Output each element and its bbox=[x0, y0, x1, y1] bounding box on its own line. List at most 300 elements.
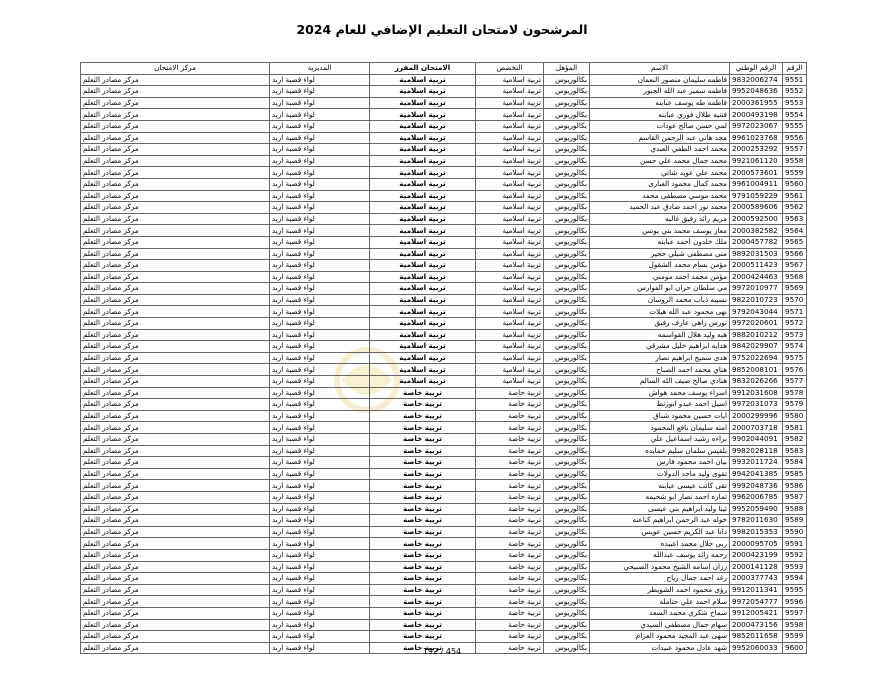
cell-directorate: لواء قصبة اربد bbox=[270, 491, 370, 503]
cell-specialty: تربية اسلامية bbox=[476, 190, 544, 202]
cell-name: محمد احمد الطفي العبدي bbox=[590, 144, 730, 156]
cell-seq: 9575 bbox=[783, 352, 807, 364]
table-row bbox=[81, 236, 807, 248]
cell-exam: تربية اسلامية bbox=[370, 190, 476, 202]
cell-specialty: تربية خاصة bbox=[476, 457, 544, 469]
cell-specialty: تربية اسلامية bbox=[476, 260, 544, 272]
candidates-table bbox=[80, 62, 807, 654]
cell-qualification: بكالوريوس bbox=[544, 503, 590, 515]
cell-exam: تربية اسلامية bbox=[370, 260, 476, 272]
cell-national-id: 2000377743 bbox=[730, 573, 783, 585]
cell-name: بيان احمد محمود فارس bbox=[590, 457, 730, 469]
table-row bbox=[81, 434, 807, 446]
table-row bbox=[81, 422, 807, 434]
cell-specialty: تربية اسلامية bbox=[476, 236, 544, 248]
cell-national-id: 2000423199 bbox=[730, 549, 783, 561]
cell-specialty: تربية اسلامية bbox=[476, 213, 544, 225]
cell-center: مركز مصادر التعلم bbox=[81, 410, 270, 422]
cell-name: لمي حسن صالح عودات bbox=[590, 120, 730, 132]
cell-national-id: 9882010212 bbox=[730, 329, 783, 341]
cell-qualification: بكالوريوس bbox=[544, 468, 590, 480]
cell-directorate: لواء قصبة اربد bbox=[270, 306, 370, 318]
cell-name: رزان اسامه الشيخ محمود الصبيحي bbox=[590, 561, 730, 573]
cell-qualification: بكالوريوس bbox=[544, 271, 590, 283]
cell-exam: تربية اسلامية bbox=[370, 155, 476, 167]
cell-qualification: بكالوريوس bbox=[544, 213, 590, 225]
cell-seq: 9565 bbox=[783, 236, 807, 248]
cell-name: معاز يوسف محمد بني يونس bbox=[590, 225, 730, 237]
cell-exam: تربية خاصة bbox=[370, 445, 476, 457]
cell-exam: تربية اسلامية bbox=[370, 271, 476, 283]
cell-specialty: تربية اسلامية bbox=[476, 248, 544, 260]
cell-exam: تربية اسلامية bbox=[370, 86, 476, 98]
cell-exam: تربية خاصة bbox=[370, 457, 476, 469]
table-row bbox=[81, 202, 807, 214]
cell-seq: 9570 bbox=[783, 294, 807, 306]
table-row bbox=[81, 306, 807, 318]
cell-exam: تربية اسلامية bbox=[370, 202, 476, 214]
cell-specialty: تربية اسلامية bbox=[476, 120, 544, 132]
table-row bbox=[81, 132, 807, 144]
cell-seq: 9560 bbox=[783, 178, 807, 190]
cell-directorate: لواء قصبة اربد bbox=[270, 399, 370, 411]
cell-seq: 9577 bbox=[783, 376, 807, 388]
cell-name: فاطمه سليمان منصور النعمان bbox=[590, 74, 730, 86]
cell-name: نسيبه ذياب محمد الروسان bbox=[590, 294, 730, 306]
cell-national-id: 9932011724 bbox=[730, 457, 783, 469]
cell-center: مركز مصادر التعلم bbox=[81, 213, 270, 225]
cell-name: سلام احمد علي حتامله bbox=[590, 596, 730, 608]
cell-national-id: 9942041385 bbox=[730, 468, 783, 480]
page-number: 192 / 454 bbox=[422, 647, 462, 656]
table-row bbox=[81, 120, 807, 132]
header-exam: الامتحان المقرر bbox=[370, 63, 476, 75]
cell-qualification: بكالوريوس bbox=[544, 480, 590, 492]
cell-qualification: بكالوريوس bbox=[544, 561, 590, 573]
cell-national-id: 9961023768 bbox=[730, 132, 783, 144]
cell-qualification: بكالوريوس bbox=[544, 584, 590, 596]
cell-seq: 9572 bbox=[783, 318, 807, 330]
cell-seq: 9568 bbox=[783, 271, 807, 283]
cell-directorate: لواء قصبة اربد bbox=[270, 457, 370, 469]
cell-qualification: بكالوريوس bbox=[544, 457, 590, 469]
cell-directorate: لواء قصبة اربد bbox=[270, 318, 370, 330]
cell-center: مركز مصادر التعلم bbox=[81, 445, 270, 457]
cell-specialty: تربية اسلامية bbox=[476, 178, 544, 190]
cell-national-id: 9992048736 bbox=[730, 480, 783, 492]
cell-name: هدايه ابراهيم خليل مشرقي bbox=[590, 341, 730, 353]
cell-exam: تربية خاصة bbox=[370, 642, 476, 654]
cell-qualification: بكالوريوس bbox=[544, 318, 590, 330]
cell-specialty: تربية خاصة bbox=[476, 573, 544, 585]
cell-qualification: بكالوريوس bbox=[544, 132, 590, 144]
cell-qualification: بكالوريوس bbox=[544, 190, 590, 202]
table-row bbox=[81, 155, 807, 167]
cell-specialty: تربية اسلامية bbox=[476, 271, 544, 283]
cell-national-id: 9912031608 bbox=[730, 387, 783, 399]
cell-seq: 9585 bbox=[783, 468, 807, 480]
cell-national-id: 9752022694 bbox=[730, 352, 783, 364]
cell-specialty: تربية خاصة bbox=[476, 607, 544, 619]
cell-name: فاطمه طه يوسف عبابنه bbox=[590, 97, 730, 109]
cell-qualification: بكالوريوس bbox=[544, 97, 590, 109]
cell-specialty: تربية خاصة bbox=[476, 387, 544, 399]
cell-exam: تربية اسلامية bbox=[370, 213, 476, 225]
cell-center: مركز مصادر التعلم bbox=[81, 457, 270, 469]
cell-name: ايات حسين محمود شناق bbox=[590, 410, 730, 422]
cell-directorate: لواء قصبة اربد bbox=[270, 132, 370, 144]
cell-directorate: لواء قصبة اربد bbox=[270, 190, 370, 202]
cell-seq: 9584 bbox=[783, 457, 807, 469]
cell-exam: تربية اسلامية bbox=[370, 132, 476, 144]
cell-specialty: تربية خاصة bbox=[476, 515, 544, 527]
cell-specialty: تربية اسلامية bbox=[476, 376, 544, 388]
cell-center: مركز مصادر التعلم bbox=[81, 596, 270, 608]
cell-seq: 9566 bbox=[783, 248, 807, 260]
cell-center: مركز مصادر التعلم bbox=[81, 306, 270, 318]
header-qualification: المؤهل bbox=[544, 63, 590, 75]
cell-qualification: بكالوريوس bbox=[544, 236, 590, 248]
cell-seq: 9581 bbox=[783, 422, 807, 434]
cell-directorate: لواء قصبة اربد bbox=[270, 642, 370, 654]
table-row bbox=[81, 596, 807, 608]
cell-center: مركز مصادر التعلم bbox=[81, 155, 270, 167]
table-row bbox=[81, 260, 807, 272]
cell-qualification: بكالوريوس bbox=[544, 515, 590, 527]
cell-specialty: تربية اسلامية bbox=[476, 283, 544, 295]
cell-seq: 9595 bbox=[783, 584, 807, 596]
cell-specialty: تربية خاصة bbox=[476, 399, 544, 411]
cell-qualification: بكالوريوس bbox=[544, 642, 590, 654]
cell-exam: تربية خاصة bbox=[370, 607, 476, 619]
cell-center: مركز مصادر التعلم bbox=[81, 74, 270, 86]
cell-name: نهى محمود عبد الله هيلات bbox=[590, 306, 730, 318]
cell-specialty: تربية خاصة bbox=[476, 468, 544, 480]
cell-center: مركز مصادر التعلم bbox=[81, 248, 270, 260]
cell-directorate: لواء قصبة اربد bbox=[270, 109, 370, 121]
table-row bbox=[81, 225, 807, 237]
header-seq: الرقم bbox=[783, 63, 807, 75]
table-row bbox=[81, 619, 807, 631]
cell-center: مركز مصادر التعلم bbox=[81, 561, 270, 573]
cell-seq: 9588 bbox=[783, 503, 807, 515]
cell-exam: تربية خاصة bbox=[370, 515, 476, 527]
cell-national-id: 9972010977 bbox=[730, 283, 783, 295]
cell-center: مركز مصادر التعلم bbox=[81, 178, 270, 190]
cell-center: مركز مصادر التعلم bbox=[81, 236, 270, 248]
cell-center: مركز مصادر التعلم bbox=[81, 422, 270, 434]
table-row bbox=[81, 526, 807, 538]
cell-national-id: 2000473156 bbox=[730, 619, 783, 631]
cell-seq: 9574 bbox=[783, 341, 807, 353]
cell-name: دانا عبد الكريم حسين عويس bbox=[590, 526, 730, 538]
cell-specialty: تربية اسلامية bbox=[476, 294, 544, 306]
cell-directorate: لواء قصبة اربد bbox=[270, 341, 370, 353]
cell-seq: 9586 bbox=[783, 480, 807, 492]
cell-directorate: لواء قصبة اربد bbox=[270, 202, 370, 214]
cell-national-id: 9912005421 bbox=[730, 607, 783, 619]
cell-national-id: 9952060033 bbox=[730, 642, 783, 654]
header-national-id: الرقم الوطني bbox=[730, 63, 783, 75]
cell-seq: 9562 bbox=[783, 202, 807, 214]
cell-national-id: 2000253292 bbox=[730, 144, 783, 156]
cell-center: مركز مصادر التعلم bbox=[81, 480, 270, 492]
cell-directorate: لواء قصبة اربد bbox=[270, 445, 370, 457]
cell-center: مركز مصادر التعلم bbox=[81, 318, 270, 330]
cell-directorate: لواء قصبة اربد bbox=[270, 74, 370, 86]
cell-seq: 9558 bbox=[783, 155, 807, 167]
table-row bbox=[81, 515, 807, 527]
cell-name: منى مصطفى شبلي حجير bbox=[590, 248, 730, 260]
cell-national-id: 9852011658 bbox=[730, 631, 783, 643]
cell-center: مركز مصادر التعلم bbox=[81, 260, 270, 272]
cell-qualification: بكالوريوس bbox=[544, 86, 590, 98]
cell-national-id: 2000424463 bbox=[730, 271, 783, 283]
table-row bbox=[81, 109, 807, 121]
cell-seq: 9573 bbox=[783, 329, 807, 341]
cell-national-id: 9921061120 bbox=[730, 155, 783, 167]
cell-national-id: 2000511423 bbox=[730, 260, 783, 272]
cell-exam: تربية خاصة bbox=[370, 584, 476, 596]
cell-seq: 9557 bbox=[783, 144, 807, 156]
cell-qualification: بكالوريوس bbox=[544, 294, 590, 306]
cell-national-id: 9822010723 bbox=[730, 294, 783, 306]
cell-seq: 9582 bbox=[783, 434, 807, 446]
cell-directorate: لواء قصبة اربد bbox=[270, 480, 370, 492]
cell-name: نورس زاهي عارف رفيق bbox=[590, 318, 730, 330]
cell-center: مركز مصادر التعلم bbox=[81, 376, 270, 388]
table-row bbox=[81, 538, 807, 550]
cell-exam: تربية خاصة bbox=[370, 468, 476, 480]
cell-national-id: 2000589606 bbox=[730, 202, 783, 214]
cell-qualification: بكالوريوس bbox=[544, 619, 590, 631]
cell-national-id: 9852008101 bbox=[730, 364, 783, 376]
cell-exam: تربية اسلامية bbox=[370, 364, 476, 376]
table-row bbox=[81, 271, 807, 283]
cell-name: مي سلطان حران ابو الفوارس bbox=[590, 283, 730, 295]
cell-specialty: تربية خاصة bbox=[476, 619, 544, 631]
header-directorate: المديرية bbox=[270, 63, 370, 75]
cell-name: تقى كاتب عيسى عبابنه bbox=[590, 480, 730, 492]
cell-name: اسراء يوسف محمد هواش bbox=[590, 387, 730, 399]
cell-specialty: تربية اسلامية bbox=[476, 318, 544, 330]
cell-specialty: تربية اسلامية bbox=[476, 86, 544, 98]
cell-center: مركز مصادر التعلم bbox=[81, 202, 270, 214]
cell-center: مركز مصادر التعلم bbox=[81, 607, 270, 619]
table-row bbox=[81, 503, 807, 515]
cell-directorate: لواء قصبة اربد bbox=[270, 619, 370, 631]
cell-directorate: لواء قصبة اربد bbox=[270, 584, 370, 596]
cell-name: ملك خلدون احمد عبابنه bbox=[590, 236, 730, 248]
cell-seq: 9580 bbox=[783, 410, 807, 422]
cell-center: مركز مصادر التعلم bbox=[81, 526, 270, 538]
cell-specialty: تربية خاصة bbox=[476, 642, 544, 654]
cell-seq: 9583 bbox=[783, 445, 807, 457]
cell-exam: تربية خاصة bbox=[370, 387, 476, 399]
table-body bbox=[81, 74, 807, 654]
cell-national-id: 9902044091 bbox=[730, 434, 783, 446]
cell-directorate: لواء قصبة اربد bbox=[270, 178, 370, 190]
table-row bbox=[81, 248, 807, 260]
cell-name: سهام جمال مصطفى السيدي bbox=[590, 619, 730, 631]
cell-center: مركز مصادر التعلم bbox=[81, 132, 270, 144]
cell-seq: 9576 bbox=[783, 364, 807, 376]
cell-qualification: بكالوريوس bbox=[544, 248, 590, 260]
cell-center: مركز مصادر التعلم bbox=[81, 491, 270, 503]
cell-center: مركز مصادر التعلم bbox=[81, 399, 270, 411]
cell-specialty: تربية اسلامية bbox=[476, 306, 544, 318]
cell-center: مركز مصادر التعلم bbox=[81, 190, 270, 202]
cell-directorate: لواء قصبة اربد bbox=[270, 271, 370, 283]
cell-specialty: تربية خاصة bbox=[476, 480, 544, 492]
cell-qualification: بكالوريوس bbox=[544, 155, 590, 167]
cell-seq: 9563 bbox=[783, 213, 807, 225]
cell-qualification: بكالوريوس bbox=[544, 526, 590, 538]
cell-exam: تربية اسلامية bbox=[370, 318, 476, 330]
cell-name: محمد نور احمد صادق عبد الحميد bbox=[590, 202, 730, 214]
cell-national-id: 9792043044 bbox=[730, 306, 783, 318]
cell-name: فاطمه سمير عبد الله الجبور bbox=[590, 86, 730, 98]
table-row bbox=[81, 167, 807, 179]
cell-name: هدى سميح ابراهيم نصار bbox=[590, 352, 730, 364]
cell-directorate: لواء قصبة اربد bbox=[270, 364, 370, 376]
cell-exam: تربية اسلامية bbox=[370, 248, 476, 260]
cell-directorate: لواء قصبة اربد bbox=[270, 503, 370, 515]
cell-seq: 9599 bbox=[783, 631, 807, 643]
cell-exam: تربية خاصة bbox=[370, 480, 476, 492]
cell-directorate: لواء قصبة اربد bbox=[270, 607, 370, 619]
cell-directorate: لواء قصبة اربد bbox=[270, 387, 370, 399]
table-row bbox=[81, 294, 807, 306]
cell-specialty: تربية اسلامية bbox=[476, 132, 544, 144]
cell-national-id: 9972054777 bbox=[730, 596, 783, 608]
table-row bbox=[81, 376, 807, 388]
table-row bbox=[81, 549, 807, 561]
cell-qualification: بكالوريوس bbox=[544, 573, 590, 585]
cell-qualification: بكالوريوس bbox=[544, 260, 590, 272]
cell-name: تقوى وليد ماجد الدولات bbox=[590, 468, 730, 480]
cell-directorate: لواء قصبة اربد bbox=[270, 294, 370, 306]
cell-name: محمد علي عويد شاتي bbox=[590, 167, 730, 179]
cell-specialty: تربية خاصة bbox=[476, 561, 544, 573]
cell-seq: 9578 bbox=[783, 387, 807, 399]
cell-exam: تربية اسلامية bbox=[370, 376, 476, 388]
cell-name: مؤمن بسام محمد الشقول bbox=[590, 260, 730, 272]
cell-directorate: لواء قصبة اربد bbox=[270, 573, 370, 585]
cell-directorate: لواء قصبة اربد bbox=[270, 225, 370, 237]
cell-directorate: لواء قصبة اربد bbox=[270, 283, 370, 295]
cell-seq: 9592 bbox=[783, 549, 807, 561]
cell-seq: 9591 bbox=[783, 538, 807, 550]
cell-seq: 9571 bbox=[783, 306, 807, 318]
table-row bbox=[81, 86, 807, 98]
cell-name: خوله عبد الرحمن ابراهيم كناعنه bbox=[590, 515, 730, 527]
cell-exam: تربية خاصة bbox=[370, 422, 476, 434]
cell-national-id: 9961004911 bbox=[730, 178, 783, 190]
cell-national-id: 9952059490 bbox=[730, 503, 783, 515]
cell-specialty: تربية خاصة bbox=[476, 491, 544, 503]
header-specialty: التخصص bbox=[476, 63, 544, 75]
table-row bbox=[81, 480, 807, 492]
table-row bbox=[81, 213, 807, 225]
cell-center: مركز مصادر التعلم bbox=[81, 642, 270, 654]
cell-exam: تربية خاصة bbox=[370, 538, 476, 550]
cell-qualification: بكالوريوس bbox=[544, 178, 590, 190]
table-row bbox=[81, 74, 807, 86]
cell-exam: تربية خاصة bbox=[370, 596, 476, 608]
table-row bbox=[81, 341, 807, 353]
table-row bbox=[81, 607, 807, 619]
cell-center: مركز مصادر التعلم bbox=[81, 387, 270, 399]
cell-directorate: لواء قصبة اربد bbox=[270, 352, 370, 364]
header-center: مركز الامتحان bbox=[81, 63, 270, 75]
cell-national-id: 9912011341 bbox=[730, 584, 783, 596]
cell-specialty: تربية اسلامية bbox=[476, 97, 544, 109]
cell-qualification: بكالوريوس bbox=[544, 387, 590, 399]
cell-exam: تربية خاصة bbox=[370, 503, 476, 515]
cell-seq: 9551 bbox=[783, 74, 807, 86]
cell-national-id: 9962006785 bbox=[730, 491, 783, 503]
table-row bbox=[81, 584, 807, 596]
cell-seq: 9556 bbox=[783, 132, 807, 144]
cell-seq: 9600 bbox=[783, 642, 807, 654]
cell-qualification: بكالوريوس bbox=[544, 596, 590, 608]
cell-national-id: 9982028118 bbox=[730, 445, 783, 457]
cell-exam: تربية اسلامية bbox=[370, 225, 476, 237]
table-row bbox=[81, 190, 807, 202]
table-row bbox=[81, 410, 807, 422]
cell-exam: تربية اسلامية bbox=[370, 306, 476, 318]
cell-seq: 9553 bbox=[783, 97, 807, 109]
cell-name: محمد كمال محمود الغبارى bbox=[590, 178, 730, 190]
cell-seq: 9596 bbox=[783, 596, 807, 608]
cell-center: مركز مصادر التعلم bbox=[81, 364, 270, 376]
cell-seq: 9561 bbox=[783, 190, 807, 202]
cell-exam: تربية اسلامية bbox=[370, 294, 476, 306]
cell-national-id: 9982015353 bbox=[730, 526, 783, 538]
cell-national-id: 9892031503 bbox=[730, 248, 783, 260]
cell-specialty: تربية اسلامية bbox=[476, 155, 544, 167]
cell-center: مركز مصادر التعلم bbox=[81, 225, 270, 237]
cell-center: مركز مصادر التعلم bbox=[81, 503, 270, 515]
cell-exam: تربية اسلامية bbox=[370, 120, 476, 132]
table-row bbox=[81, 457, 807, 469]
cell-directorate: لواء قصبة اربد bbox=[270, 422, 370, 434]
cell-center: مركز مصادر التعلم bbox=[81, 283, 270, 295]
cell-exam: تربية خاصة bbox=[370, 549, 476, 561]
cell-seq: 9552 bbox=[783, 86, 807, 98]
cell-directorate: لواء قصبة اربد bbox=[270, 248, 370, 260]
table-row bbox=[81, 283, 807, 295]
cell-national-id: 2000095705 bbox=[730, 538, 783, 550]
cell-specialty: تربية اسلامية bbox=[476, 167, 544, 179]
cell-qualification: بكالوريوس bbox=[544, 491, 590, 503]
cell-exam: تربية خاصة bbox=[370, 526, 476, 538]
cell-qualification: بكالوريوس bbox=[544, 120, 590, 132]
cell-qualification: بكالوريوس bbox=[544, 631, 590, 643]
cell-national-id: 9972031073 bbox=[730, 399, 783, 411]
cell-name: سهى عبد المجيد محمود العزام bbox=[590, 631, 730, 643]
cell-center: مركز مصادر التعلم bbox=[81, 109, 270, 121]
cell-qualification: بكالوريوس bbox=[544, 74, 590, 86]
cell-seq: 9598 bbox=[783, 619, 807, 631]
cell-national-id: 2000457782 bbox=[730, 236, 783, 248]
cell-directorate: لواء قصبة اربد bbox=[270, 468, 370, 480]
cell-qualification: بكالوريوس bbox=[544, 109, 590, 121]
cell-name: محمد جمال محمد علي حسن bbox=[590, 155, 730, 167]
cell-national-id: 2000493198 bbox=[730, 109, 783, 121]
cell-exam: تربية اسلامية bbox=[370, 352, 476, 364]
